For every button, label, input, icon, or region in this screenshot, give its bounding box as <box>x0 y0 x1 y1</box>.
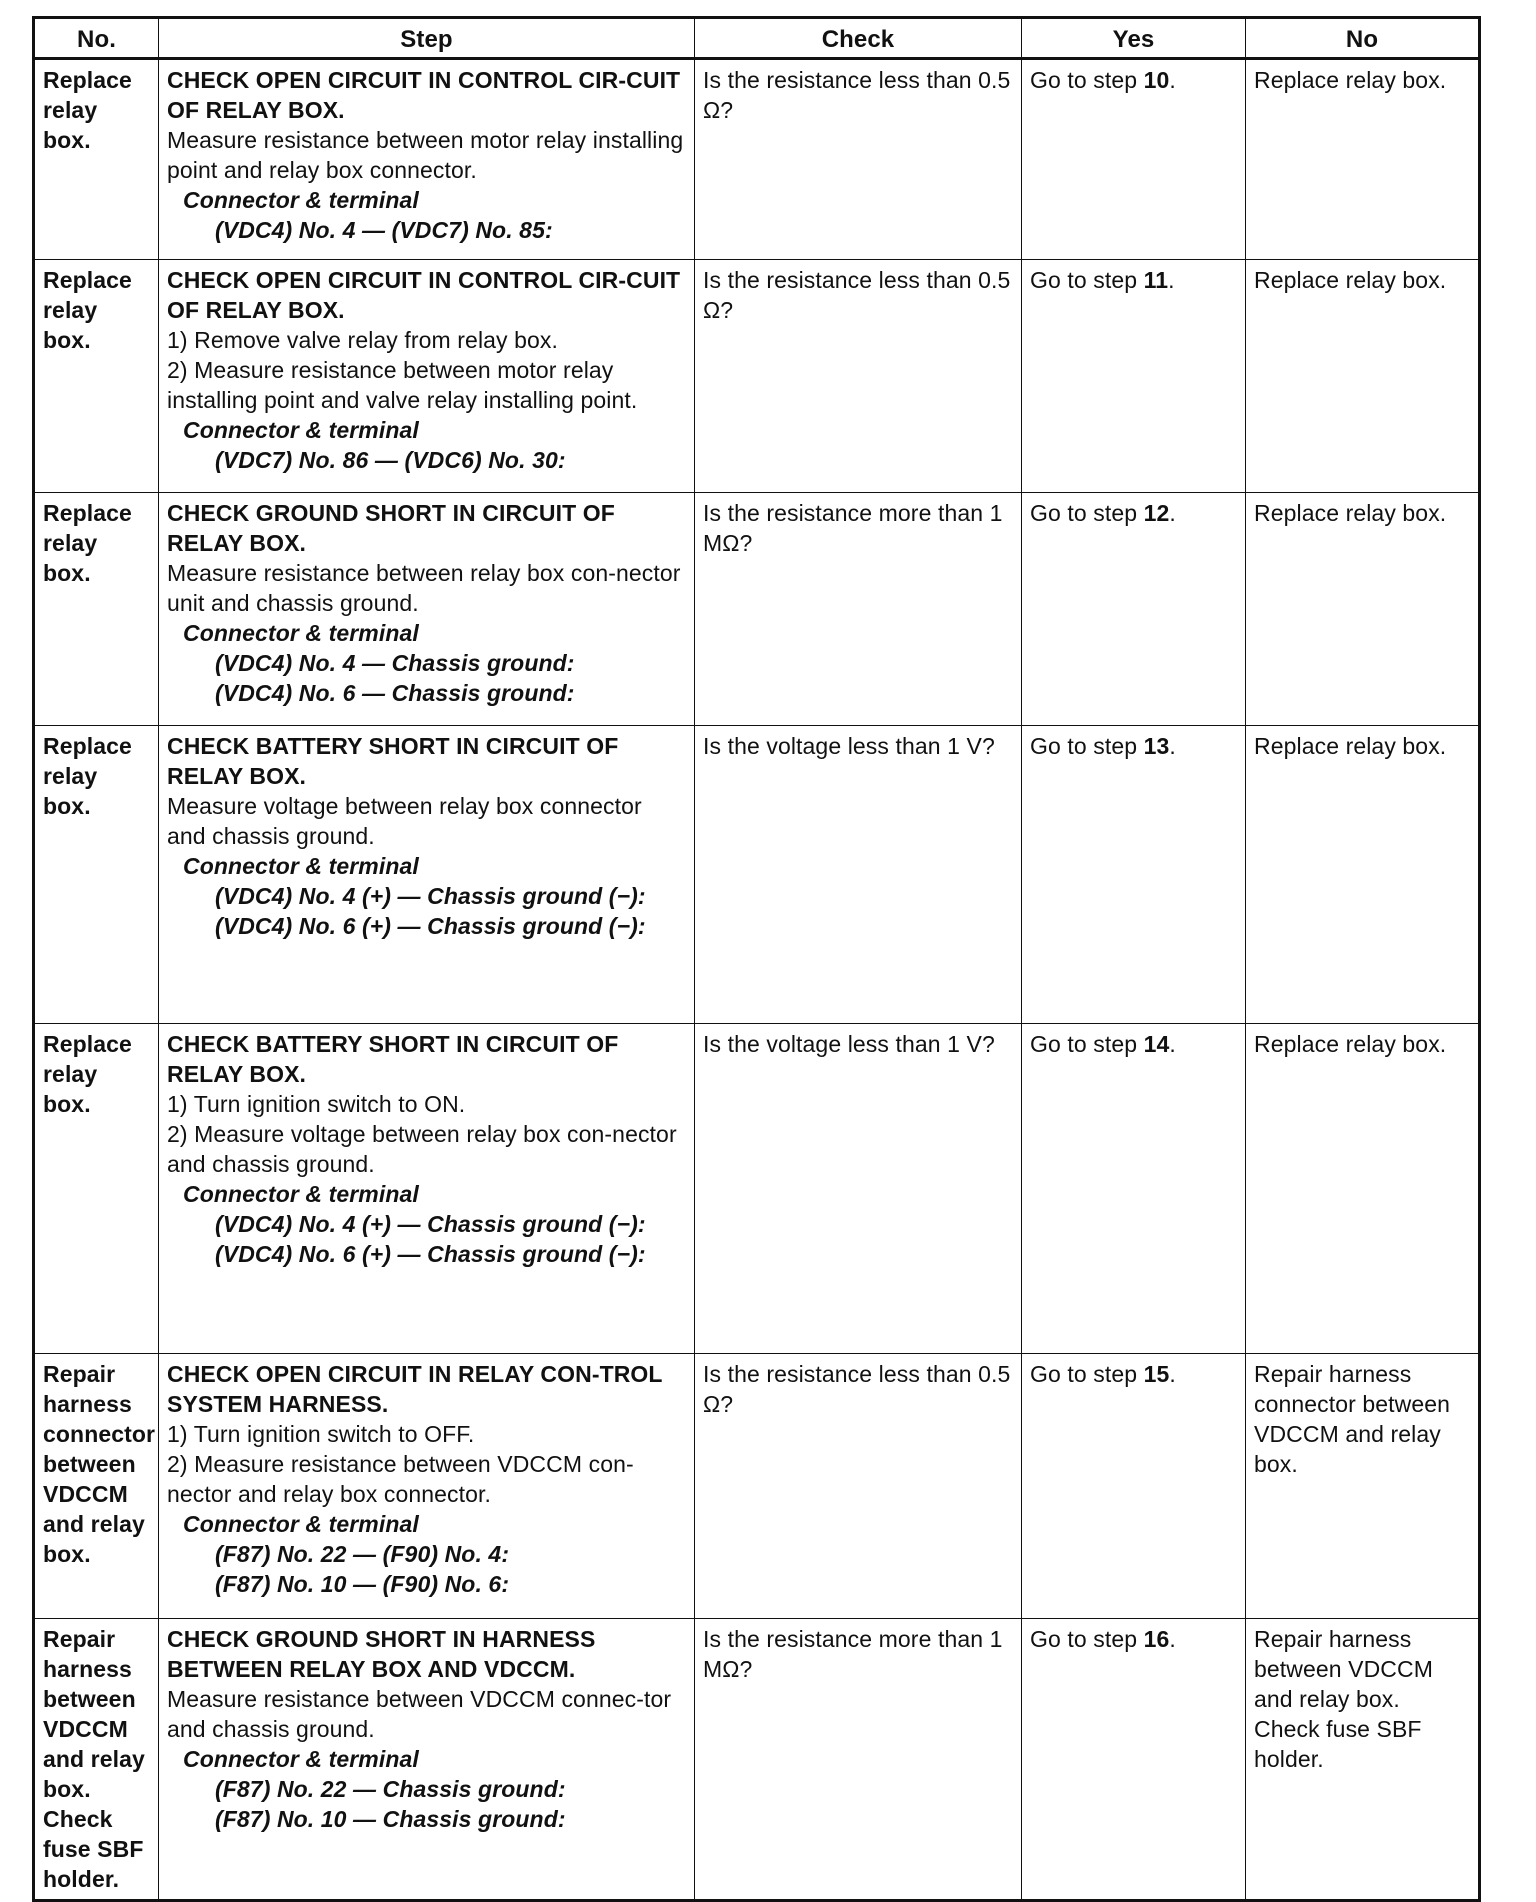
connector-terminal: (VDC7) No. 86 — (VDC6) No. 30: <box>215 447 566 473</box>
step-number <box>34 1354 159 1619</box>
connector-label: Connector & terminal <box>183 187 419 213</box>
header-no: No. <box>34 18 159 59</box>
yes-action <box>1022 1024 1246 1354</box>
connector-terminal: (F87) No. 10 — (F90) No. 6: <box>215 1571 510 1597</box>
yes-action <box>1022 493 1246 726</box>
no-action: Replace relay box. <box>1246 260 1480 493</box>
check-question: Is the resistance less than 0.5 Ω? <box>695 59 1022 260</box>
step-title: CHECK GROUND SHORT IN HARNESS BETWEEN RELAY BOX AND VDCCM. <box>167 1626 596 1682</box>
step-description <box>159 260 695 493</box>
step-title: CHECK OPEN CIRCUIT IN RELAY CON-TROL SYSTEM HARNESS. <box>167 1361 663 1417</box>
step-number-text: Repair harness connector between VDCCM and relay box. <box>43 1361 156 1567</box>
yes-step-number: 11 <box>1143 267 1169 293</box>
step-title: CHECK OPEN CIRCUIT IN CONTROL CIR-CUIT OF RELAY BOX. <box>167 67 681 123</box>
step-number-text: Replace relay box. <box>43 500 132 586</box>
connector-terminal: (F87) No. 10 — Chassis ground: <box>215 1806 566 1832</box>
yes-action <box>1022 59 1246 260</box>
step-number <box>34 260 159 493</box>
yes-action-suffix: . <box>1169 1031 1176 1057</box>
step-number-text: Replace relay box. <box>43 67 132 153</box>
step-instruction: 2) Measure voltage between relay box con-nector and chassis ground. <box>167 1121 677 1177</box>
table-row <box>34 493 1480 726</box>
connector-label: Connector & terminal <box>183 1181 419 1207</box>
step-instruction: Measure resistance between motor relay installing point and relay box connector. <box>167 127 684 183</box>
connector-terminal: (VDC4) No. 4 (+) — Chassis ground (−): <box>215 883 646 909</box>
connector-label: Connector & terminal <box>183 620 419 646</box>
no-action: Repair harness between VDCCM and relay box. Check fuse SBF holder. <box>1246 1619 1480 1901</box>
step-description <box>159 726 695 1024</box>
yes-action-suffix: . <box>1169 1361 1176 1387</box>
table-body <box>34 59 1480 1901</box>
table-header <box>34 18 1480 59</box>
table-row <box>34 726 1480 1024</box>
step-number <box>34 1619 159 1901</box>
step-number-text: Replace relay box. <box>43 267 132 353</box>
yes-action-suffix: . <box>1169 67 1176 93</box>
table-row <box>34 1619 1480 1901</box>
step-number-text: Replace relay box. <box>43 1031 132 1117</box>
no-action: Replace relay box. <box>1246 493 1480 726</box>
header-yes: Yes <box>1022 18 1246 59</box>
step-number-text: Replace relay box. <box>43 733 132 819</box>
step-description <box>159 493 695 726</box>
step-instruction: 1) Remove valve relay from relay box. <box>167 327 559 353</box>
step-title: CHECK GROUND SHORT IN CIRCUIT OF RELAY BOX. <box>167 500 615 556</box>
check-question: Is the resistance less than 0.5 Ω? <box>695 260 1022 493</box>
check-question: Is the voltage less than 1 V? <box>695 726 1022 1024</box>
connector-terminal: (VDC4) No. 4 — (VDC7) No. 85: <box>215 217 553 243</box>
yes-step-number: 14 <box>1143 1031 1170 1057</box>
diagnostic-table <box>32 16 1481 1902</box>
step-description <box>159 1619 695 1901</box>
yes-step-number: 10 <box>1143 67 1170 93</box>
table-row <box>34 1024 1480 1354</box>
yes-action-text: Go to step <box>1030 1031 1144 1057</box>
yes-action-text: Go to step <box>1030 733 1144 759</box>
yes-action-text: Go to step <box>1030 267 1144 293</box>
step-description <box>159 1354 695 1619</box>
step-instruction: 2) Measure resistance between motor relay installing point and valve relay installing point. <box>167 357 638 413</box>
yes-step-number: 12 <box>1143 500 1170 526</box>
step-instruction: 2) Measure resistance between VDCCM con-nector and relay box connector. <box>167 1451 634 1507</box>
connector-label: Connector & terminal <box>183 417 419 443</box>
connector-label: Connector & terminal <box>183 853 419 879</box>
step-number <box>34 726 159 1024</box>
yes-step-number: 16 <box>1143 1626 1170 1652</box>
yes-action <box>1022 260 1246 493</box>
header-row <box>34 18 1480 59</box>
no-action: Replace relay box. <box>1246 726 1480 1024</box>
check-question: Is the voltage less than 1 V? <box>695 1024 1022 1354</box>
header-step: Step <box>159 18 695 59</box>
yes-action-suffix: . <box>1168 267 1175 293</box>
yes-action <box>1022 726 1246 1024</box>
no-action: Replace relay box. <box>1246 1024 1480 1354</box>
connector-label: Connector & terminal <box>183 1511 419 1537</box>
check-question: Is the resistance less than 0.5 Ω? <box>695 1354 1022 1619</box>
step-number <box>34 1024 159 1354</box>
connector-label: Connector & terminal <box>183 1746 419 1772</box>
yes-action-suffix: . <box>1169 1626 1176 1652</box>
yes-action-text: Go to step <box>1030 500 1144 526</box>
step-title: CHECK OPEN CIRCUIT IN CONTROL CIR-CUIT OF RELAY BOX. <box>167 267 681 323</box>
yes-action-text: Go to step <box>1030 1361 1144 1387</box>
table-row <box>34 1354 1480 1619</box>
diagnostic-sheet <box>32 16 1478 1902</box>
yes-action-suffix: . <box>1169 500 1176 526</box>
yes-step-number: 13 <box>1143 733 1170 759</box>
step-number-text: Repair harness between VDCCM and relay box. Check fuse SBF holder. <box>43 1626 145 1892</box>
yes-action <box>1022 1619 1246 1901</box>
connector-terminal: (VDC4) No. 4 — Chassis ground: <box>215 650 575 676</box>
check-question: Is the resistance more than 1 MΩ? <box>695 493 1022 726</box>
step-number <box>34 493 159 726</box>
yes-step-number: 15 <box>1143 1361 1170 1387</box>
step-instruction: Measure resistance between VDCCM connec-tor and chassis ground. <box>167 1686 672 1742</box>
no-action: Repair harness connector between VDCCM and relay box. <box>1246 1354 1480 1619</box>
step-title: CHECK BATTERY SHORT IN CIRCUIT OF RELAY BOX. <box>167 1031 619 1087</box>
step-description <box>159 1024 695 1354</box>
header-check: Check <box>695 18 1022 59</box>
step-number <box>34 59 159 260</box>
check-question: Is the resistance more than 1 MΩ? <box>695 1619 1022 1901</box>
yes-action <box>1022 1354 1246 1619</box>
no-action: Replace relay box. <box>1246 59 1480 260</box>
table-row <box>34 59 1480 260</box>
connector-terminal: (F87) No. 22 — (F90) No. 4: <box>215 1541 510 1567</box>
connector-terminal: (VDC4) No. 6 — Chassis ground: <box>215 680 575 706</box>
connector-terminal: (VDC4) No. 6 (+) — Chassis ground (−): <box>215 913 646 939</box>
step-instruction: Measure voltage between relay box connector and chassis ground. <box>167 793 642 849</box>
header-no-result: No <box>1246 18 1480 59</box>
connector-terminal: (VDC4) No. 4 (+) — Chassis ground (−): <box>215 1211 646 1237</box>
connector-terminal: (VDC4) No. 6 (+) — Chassis ground (−): <box>215 1241 646 1267</box>
step-instruction: Measure resistance between relay box con-nector unit and chassis ground. <box>167 560 681 616</box>
step-instruction: 1) Turn ignition switch to ON. <box>167 1091 466 1117</box>
yes-action-text: Go to step <box>1030 1626 1144 1652</box>
yes-action-suffix: . <box>1169 733 1176 759</box>
step-title: CHECK BATTERY SHORT IN CIRCUIT OF RELAY BOX. <box>167 733 619 789</box>
connector-terminal: (F87) No. 22 — Chassis ground: <box>215 1776 566 1802</box>
step-instruction: 1) Turn ignition switch to OFF. <box>167 1421 475 1447</box>
yes-action-text: Go to step <box>1030 67 1144 93</box>
step-description <box>159 59 695 260</box>
table-row <box>34 260 1480 493</box>
